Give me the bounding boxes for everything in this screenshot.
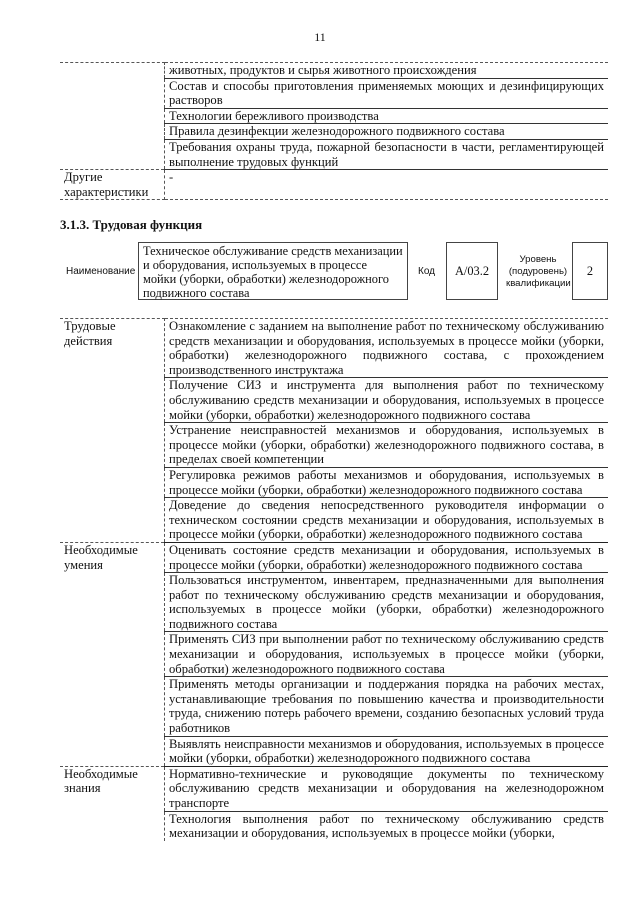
function-name-box: Техническое обслуживание средств механизации и оборудования, используемых в процессе мойки (уборки, обработки) железнодорожного подвижного состава [138, 242, 408, 300]
labor-function-table [60, 318, 608, 841]
section-heading: 3.1.3. Трудовая функция [60, 217, 203, 232]
qualification-level-label: Уровень (подуровень) квалификации [506, 254, 571, 289]
empty-label-cell [60, 108, 165, 124]
empty-label-cell [60, 139, 165, 169]
labor-action-item: Устранение неисправностей механизмов и оборудования, используемых в процессе мойки (уборки, обработки) железнодорожного подвижного состава, в пределах своей компетенции [165, 423, 609, 468]
skill-item: Применять методы организации и поддержания порядка на рабочих местах, устанавливающие требования по повышению качества и производительности труда, снижению потерь рабочего времени, созданию безопасных условий труда работников [165, 677, 609, 736]
group-label-required-knowledge: Необходимые знания [60, 766, 165, 811]
knowledge-item: Состав и способы приготовления применяемых моющих и дезинфицирующих растворов [165, 78, 609, 108]
top-continuation-table [60, 62, 608, 200]
empty-label-cell [60, 811, 165, 841]
skill-item: Пользоваться инструментом, инвентарем, предназначенными для выполнения работ по техническому обслуживанию средств механизации и оборудования, используемых в процессе мойки (уборки, обработки) железнодорожного подвижного состава [165, 573, 609, 632]
labor-action-item: Доведение до сведения непосредственного руководителя информации о техническом состоянии средств механизации и оборудования, используемых в процессе мойки (уборки, обработки) железнодорожного подвижного состава [165, 498, 609, 543]
knowledge-item: Правила дезинфекции железнодорожного подвижного состава [165, 124, 609, 140]
knowledge-item: животных, продуктов и сырья животного происхождения [165, 63, 609, 79]
empty-label-cell [60, 632, 165, 677]
function-header [60, 242, 608, 302]
empty-label-cell [60, 498, 165, 543]
code-box: А/03.2 [446, 242, 498, 300]
empty-label-cell [60, 573, 165, 632]
knowledge-item: Требования охраны труда, пожарной безопасности в части, регламентирующей выполнение трудовых функций [165, 139, 609, 169]
name-label: Наименование [66, 266, 136, 277]
labor-action-item: Ознакомление с заданием на выполнение работ по техническому обслуживанию средств механизации и оборудования, используемых в процессе мойки (уборки, обработки) железнодорожного подвижного состава, с прохождением производственного инструктажа [165, 319, 609, 378]
skill-item: Применять СИЗ при выполнении работ по техническому обслуживанию средств механизации и оборудования, используемых в процессе мойки (уборки, обработки) железнодорожного подвижного состава [165, 632, 609, 677]
group-label-labor-actions: Трудовые действия [60, 319, 165, 378]
code-label: Код [418, 266, 436, 277]
empty-label-cell [60, 423, 165, 468]
other-characteristics-label: Другие характеристики [60, 170, 165, 200]
empty-label-cell [60, 736, 165, 766]
group-label-required-skills: Необходимые умения [60, 542, 165, 572]
empty-label-cell [60, 124, 165, 140]
knowledge-item: Технология выполнения работ по техническому обслуживанию средств механизации и оборудования, используемых в процессе мойки (уборки, [169, 811, 604, 841]
empty-label-cell [60, 63, 165, 79]
empty-label-cell [60, 677, 165, 736]
skill-item: Оценивать состояние средств механизации и оборудования, используемых в процессе мойки (уборки, обработки) железнодорожного подвижного состава [165, 542, 609, 572]
skill-item: Выявлять неисправности механизмов и оборудования, используемых в процессе мойки (уборки, обработки) железнодорожного подвижного состава [165, 736, 609, 766]
empty-label-cell [60, 78, 165, 108]
empty-label-cell [60, 378, 165, 423]
knowledge-item: Технологии бережливого производства [165, 108, 609, 124]
labor-action-item: Получение СИЗ и инструмента для выполнения работ по техническому обслуживанию средств механизации и оборудования, используемых в процессе мойки (уборки, обработки) железнодорожного подвижного состава [165, 378, 609, 423]
labor-action-item: Регулировка режимов работы механизмов и оборудования, используемых в процессе мойки (уборки, обработки) железнодорожного подвижного состава [165, 467, 609, 497]
empty-label-cell [60, 467, 165, 497]
page-number: 11 [314, 30, 326, 44]
qualification-level-box: 2 [572, 242, 608, 300]
other-characteristics-value: - [165, 170, 609, 200]
knowledge-item: Нормативно-технические и руководящие документы по техническому обслуживанию средств механизации и оборудования на железнодорожном транспорте [165, 766, 609, 811]
